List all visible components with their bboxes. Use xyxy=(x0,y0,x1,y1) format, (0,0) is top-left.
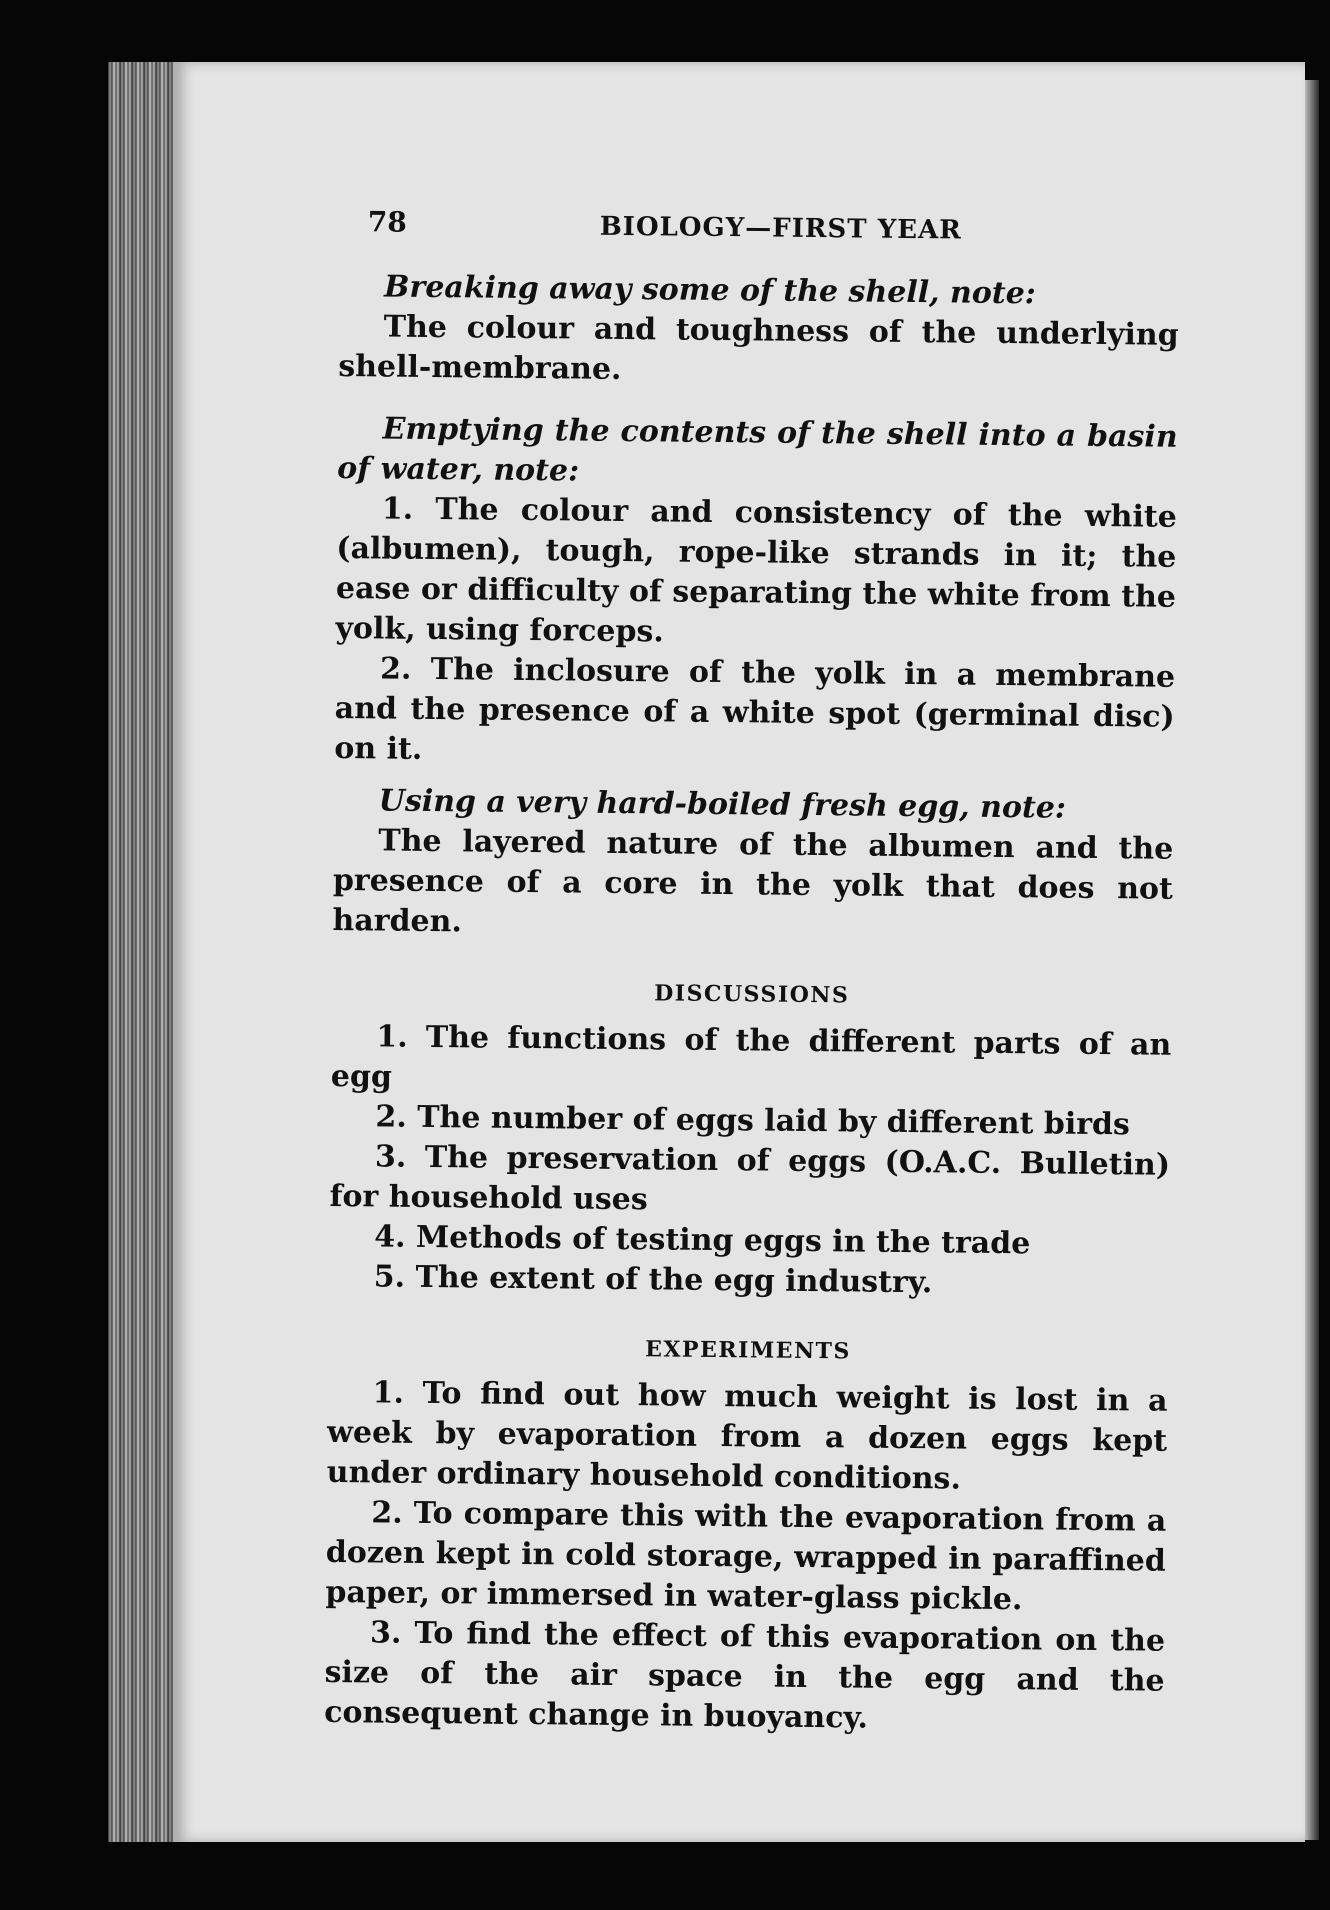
page-header xyxy=(339,205,1179,264)
observation-albumen: 1. The colour and consistency of the white (albumen), tough, rope-like strands in it; the ease or difficulty of separating the white from the yolk, using forceps. xyxy=(335,491,1177,650)
shell-membrane-text: The colour and toughness of the underlying shell-membrane. xyxy=(338,309,1179,387)
discussion-item: 3. The preservation of eggs (O.A.C. Bulletin) for household uses xyxy=(329,1139,1171,1218)
running-head: BIOLOGY—FIRST YEAR xyxy=(599,211,962,246)
discussion-item: 1. The functions of the different parts of an egg xyxy=(330,1019,1172,1095)
discussions-heading: DISCUSSIONS xyxy=(654,980,850,1009)
section-lead-breaking-shell: Breaking away some of the shell, note: xyxy=(383,269,1037,312)
experiments-heading: EXPERIMENTS xyxy=(645,1336,852,1365)
section-lead-hard-boiled-egg: Using a very hard-boiled fresh egg, note: xyxy=(378,783,1067,826)
discussion-item: 2. The number of eggs laid by different birds xyxy=(375,1099,1131,1143)
layered-albumen-text: The layered nature of the albumen and the presence of a core in the yolk that does not harden. xyxy=(332,823,1174,940)
experiment-item: 2. To compare this with the evaporation from a dozen kept in cold storage, wrapped in paraffined paper, or immersed in water-glass pickle. xyxy=(325,1495,1167,1618)
page-content xyxy=(324,205,1180,1742)
discussion-item: 5. The extent of the egg industry. xyxy=(373,1259,933,1301)
discussion-item: 4. Methods of testing eggs in the trade xyxy=(374,1219,1031,1262)
experiment-item: 1. To find out how much weight is lost in a week by evaporation from a dozen eggs kept under ordinary household conditions. xyxy=(326,1375,1168,1497)
book-right-edge xyxy=(1305,80,1319,1840)
page-number: 78 xyxy=(367,205,407,239)
experiment-item: 3. To find the effect of this evaporation on the size of the air space in the egg and the consequent change in buoyancy. xyxy=(324,1615,1166,1736)
observation-yolk-membrane: 2. The inclosure of the yolk in a membrane and the presence of a white spot (germinal disc) on it. xyxy=(334,651,1176,767)
section-lead-emptying-contents: Emptying the contents of the shell into a basin of water, note: xyxy=(337,411,1178,489)
